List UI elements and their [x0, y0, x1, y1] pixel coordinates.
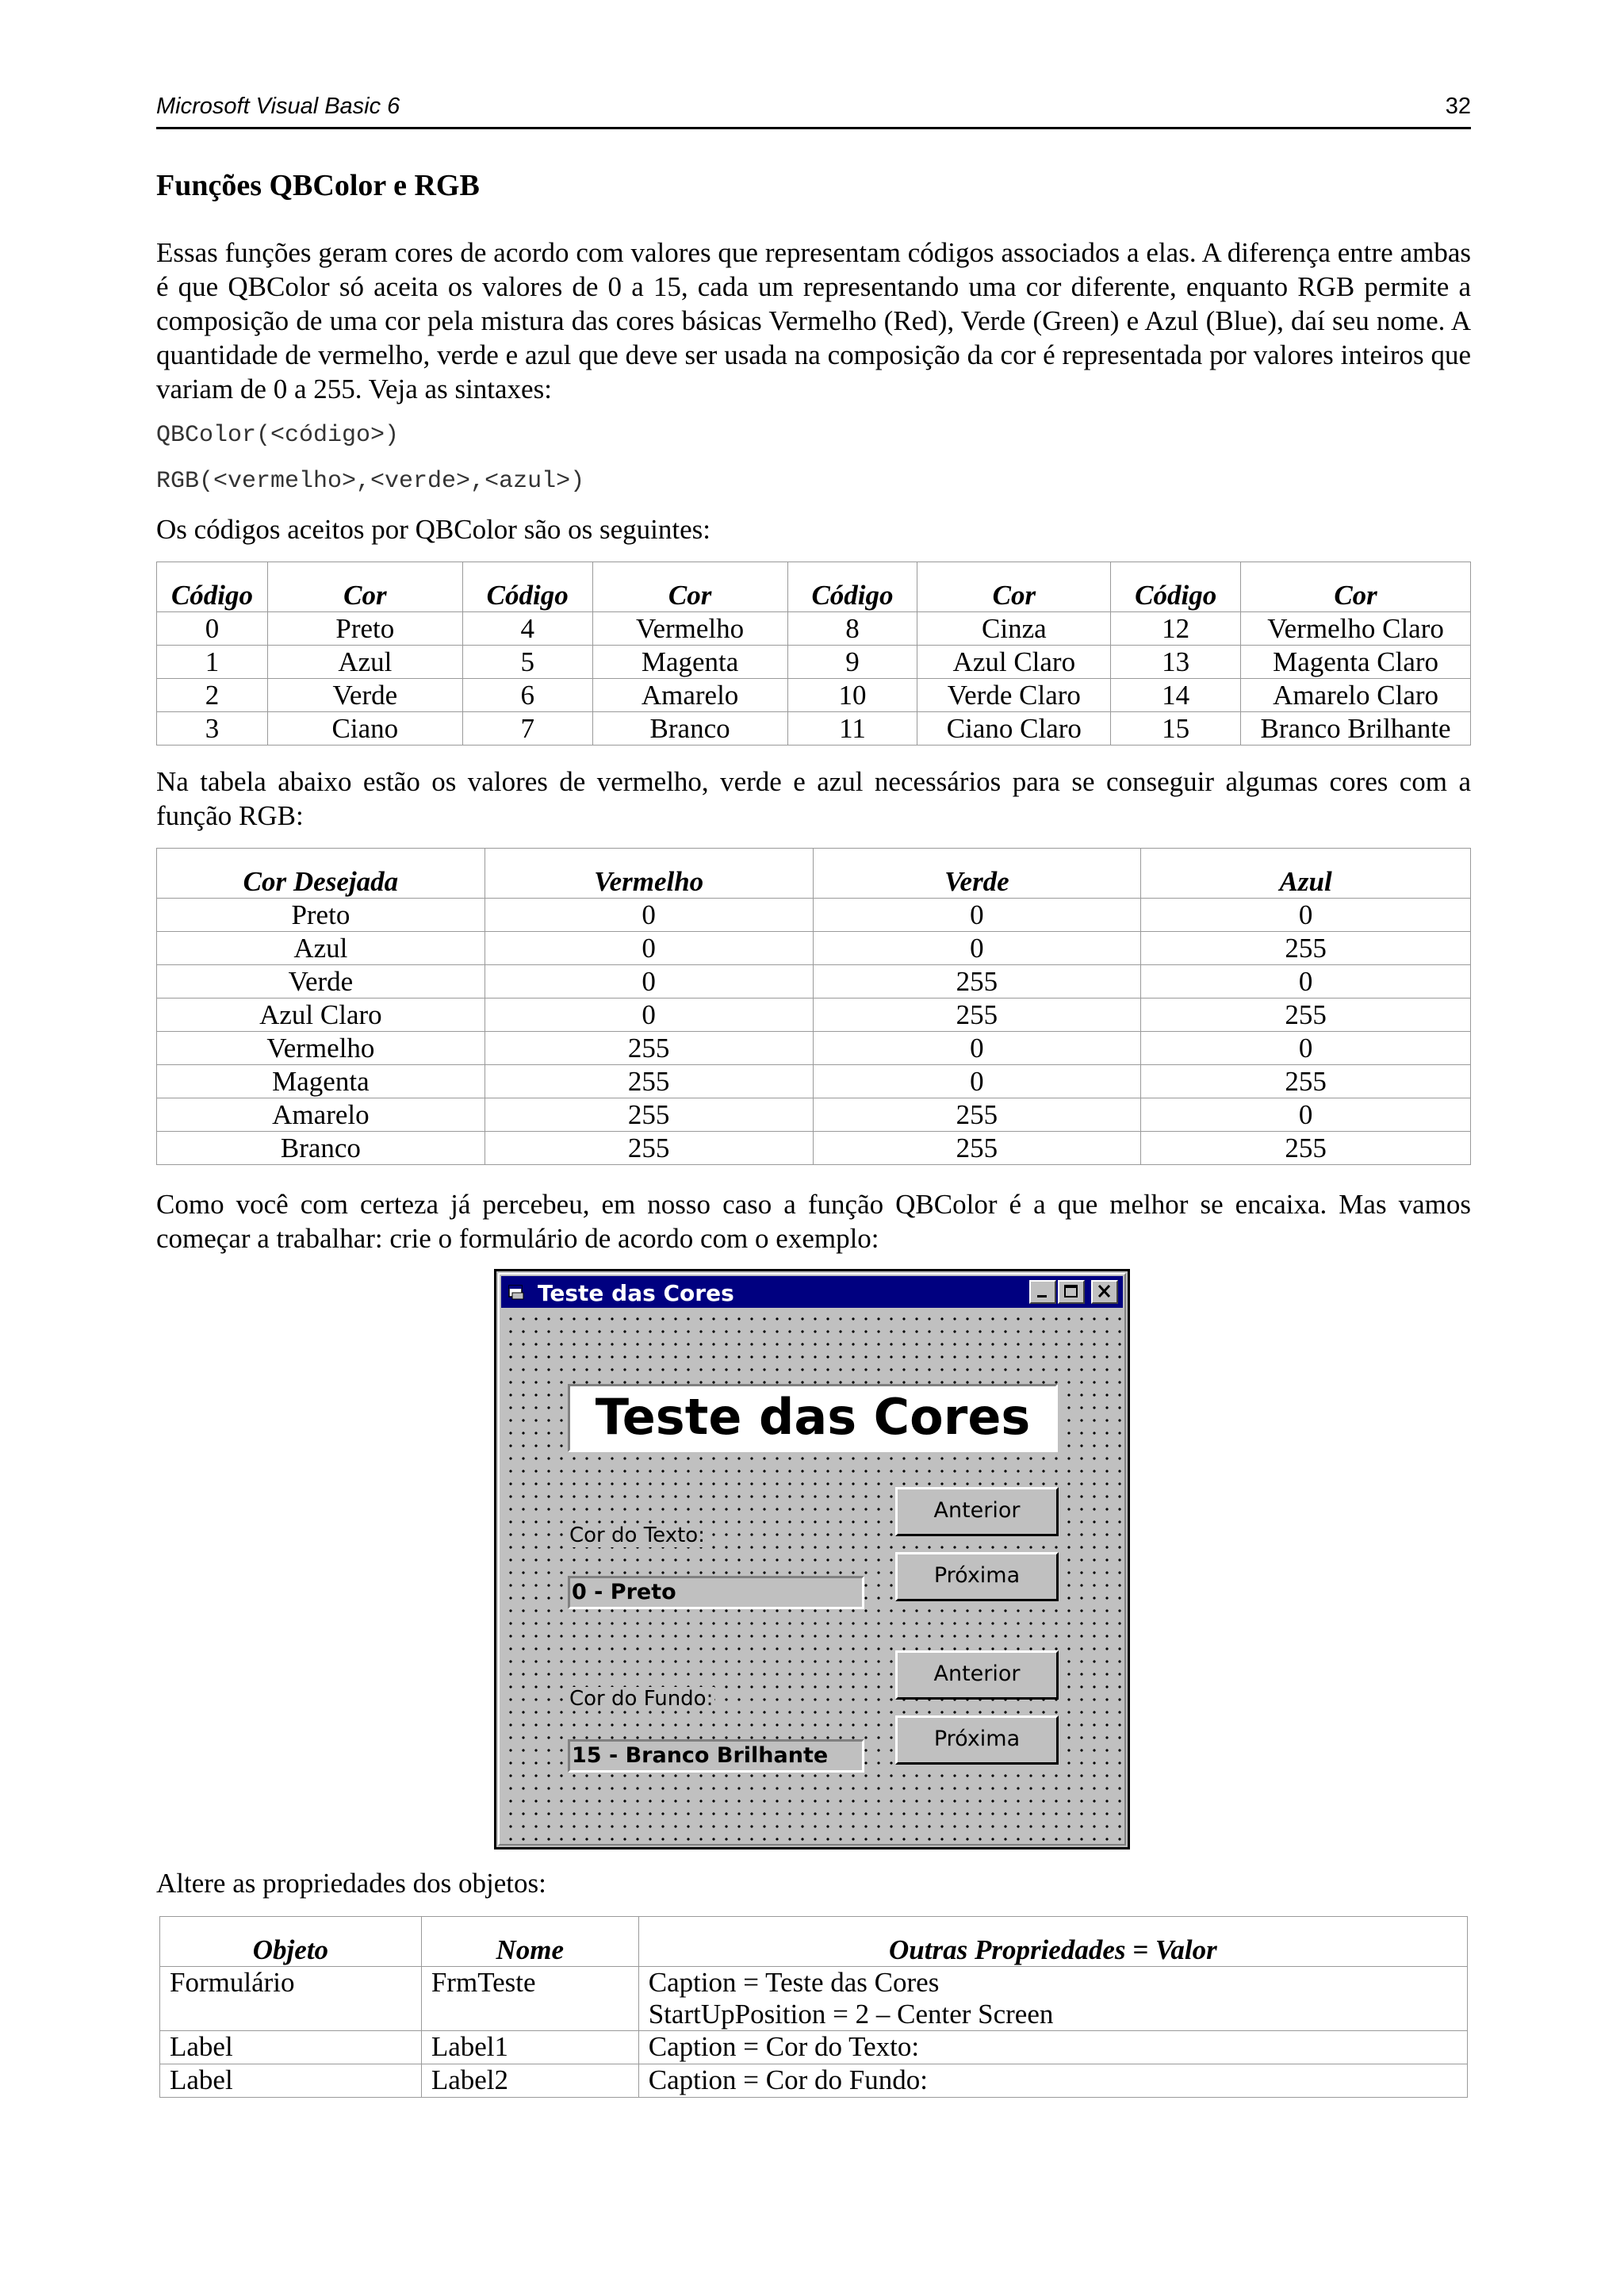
table-cell: Ciano [267, 712, 462, 746]
table-cell: Magenta [592, 646, 787, 679]
table-cell: 0 [1141, 1032, 1471, 1065]
table-cell: Azul Claro [157, 999, 485, 1032]
table-cell: Cinza [917, 612, 1111, 646]
table-cell: 0 [813, 1065, 1141, 1098]
table-cell: 0 [485, 965, 813, 999]
table-cell: 10 [787, 679, 917, 712]
table-cell: Label1 [421, 2031, 638, 2064]
table-row [157, 679, 1471, 712]
table-row [157, 712, 1471, 746]
close-button[interactable] [1091, 1280, 1118, 1304]
rgb-table [156, 848, 1471, 1165]
text-color-display: 0 - Preto [568, 1576, 864, 1609]
page-number: 32 [1445, 94, 1471, 119]
table-cell: 8 [787, 612, 917, 646]
table-cell: Azul [267, 646, 462, 679]
table-cell: Caption = Cor do Fundo: [638, 2064, 1467, 2098]
table-cell: 4 [462, 612, 592, 646]
background-color-display: 15 - Branco Brilhante [568, 1739, 864, 1773]
background-anterior-button[interactable]: Anterior [895, 1650, 1059, 1700]
table-cell: Ciano Claro [917, 712, 1111, 746]
column-header: Cor [267, 562, 462, 612]
maximize-icon [1059, 1282, 1083, 1302]
table-cell: 14 [1111, 679, 1241, 712]
column-header: Cor [592, 562, 787, 612]
column-header: Cor [917, 562, 1111, 612]
table-row [160, 1967, 1468, 2031]
table-cell: Preto [157, 899, 485, 932]
table-cell: 6 [462, 679, 592, 712]
table-cell: Amarelo [592, 679, 787, 712]
column-header: Vermelho [485, 849, 813, 899]
table-cell: 9 [787, 646, 917, 679]
table-cell: 0 [485, 932, 813, 965]
vb-window-title: Teste das Cores [538, 1280, 734, 1306]
caption-label: Teste das Cores [568, 1384, 1058, 1452]
table-cell: 5 [462, 646, 592, 679]
label-cor-do-texto: Cor do Texto: [569, 1524, 705, 1547]
table-header-row [157, 562, 1471, 612]
table-cell: 1 [157, 646, 268, 679]
syntax-rgb: RGB(<vermelho>,<verde>,<azul>) [156, 468, 585, 495]
table-cell: Verde Claro [917, 679, 1111, 712]
table-row [157, 612, 1471, 646]
table-cell: 255 [813, 965, 1141, 999]
column-header: Cor [1241, 562, 1471, 612]
table-cell: FrmTeste [421, 1967, 638, 2031]
table-row [157, 1065, 1471, 1098]
vb-form-window [494, 1269, 1130, 1849]
table-cell: 255 [1141, 1065, 1471, 1098]
properties-table [159, 1916, 1468, 2098]
form-intro: Como você com certeza já percebeu, em nosso caso a função QBColor é a que melhor se encaixa. Mas vamos começar a trabalhar: crie o formulário de acordo com o exemplo: [156, 1189, 1471, 1254]
table-cell: 255 [1141, 1132, 1471, 1165]
table-cell: Caption = Cor do Texto: [638, 2031, 1467, 2064]
maximize-button[interactable] [1058, 1280, 1085, 1304]
table-cell: Preto [267, 612, 462, 646]
text-anterior-button[interactable]: Anterior [895, 1487, 1059, 1536]
section-title: Funções QBColor e RGB [156, 169, 480, 202]
minimize-button[interactable] [1029, 1280, 1056, 1304]
table-cell: 255 [813, 999, 1141, 1032]
table-header-row [157, 849, 1471, 899]
property-line: StartUpPosition = 2 – Center Screen [648, 1999, 1054, 2030]
property-line: Caption = Teste das Cores [648, 1967, 940, 1998]
table-cell: 0 [485, 899, 813, 932]
column-header: Outras Propriedades = Valor [638, 1917, 1467, 1967]
vb-titlebar [501, 1276, 1123, 1308]
table-cell: Vermelho Claro [1241, 612, 1471, 646]
table-cell: 255 [485, 1032, 813, 1065]
close-icon [1093, 1282, 1116, 1302]
table-cell: 0 [1141, 899, 1471, 932]
table-row [157, 999, 1471, 1032]
column-header: Código [1111, 562, 1241, 612]
table-cell: Magenta [157, 1065, 485, 1098]
table-cell: 3 [157, 712, 268, 746]
table-cell: 0 [485, 999, 813, 1032]
table-row [160, 2064, 1468, 2098]
table-cell: Azul Claro [917, 646, 1111, 679]
column-header: Objeto [160, 1917, 422, 1967]
table-row [157, 646, 1471, 679]
table-cell: 0 [157, 612, 268, 646]
table-cell: Verde [157, 965, 485, 999]
table-cell: Branco [592, 712, 787, 746]
table-cell: Vermelho [157, 1032, 485, 1065]
table-row [157, 1132, 1471, 1165]
table-cell: 255 [1141, 932, 1471, 965]
table-cell: Label2 [421, 2064, 638, 2098]
rgb-intro: Na tabela abaixo estão os valores de vermelho, verde e azul necessários para se conseguir algumas cores com a função RGB: [156, 766, 1471, 831]
table-row [157, 932, 1471, 965]
vb-form-grid [501, 1309, 1123, 1842]
table-cell: Label [160, 2031, 422, 2064]
table-cell: Label [160, 2064, 422, 2098]
text-proxima-button[interactable]: Próxima [895, 1552, 1059, 1601]
qbcolor-intro: Os códigos aceitos por QBColor são os seguintes: [156, 514, 710, 545]
table-cell: Branco Brilhante [1241, 712, 1471, 746]
column-header: Código [462, 562, 592, 612]
column-header: Cor Desejada [157, 849, 485, 899]
table-header-row [160, 1917, 1468, 1967]
table-cell: Verde [267, 679, 462, 712]
background-proxima-button[interactable]: Próxima [895, 1715, 1059, 1765]
minimize-icon [1031, 1282, 1055, 1302]
table-cell: Amarelo [157, 1098, 485, 1132]
header-title: Microsoft Visual Basic 6 [156, 94, 400, 119]
table-cell: 0 [1141, 965, 1471, 999]
table-row [157, 1032, 1471, 1065]
syntax-qbcolor: QBColor(<código>) [156, 422, 400, 449]
table-cell: 0 [813, 932, 1141, 965]
table-cell: 255 [1141, 999, 1471, 1032]
label-cor-do-fundo: Cor do Fundo: [569, 1687, 714, 1711]
qbcolor-table [156, 562, 1471, 746]
table-cell: 7 [462, 712, 592, 746]
table-cell: 2 [157, 679, 268, 712]
table-cell: 255 [485, 1065, 813, 1098]
props-intro: Altere as propriedades dos objetos: [156, 1868, 546, 1899]
intro-paragraph: Essas funções geram cores de acordo com valores que representam códigos associados a elas. A diferença entre ambas é que QBColor só aceita os valores de 0 a 15, cada um representando uma cor diferente, enquanto RGB permite a composição de uma cor pela mistura das cores básicas Vermelho (Red), Verde (Green) e Azul (Blue), daí seu nome. A quantidade de vermelho, verde e azul que deve ser usada na composição da cor é representada por valores inteiros que variam de 0 a 255. Veja as sintaxes: [156, 237, 1471, 404]
table-cell: 255 [485, 1098, 813, 1132]
table-cell: Magenta Claro [1241, 646, 1471, 679]
table-row [157, 965, 1471, 999]
table-cell: Branco [157, 1132, 485, 1165]
table-cell: 11 [787, 712, 917, 746]
table-cell: 0 [1141, 1098, 1471, 1132]
column-header: Azul [1141, 849, 1471, 899]
table-cell: Vermelho [592, 612, 787, 646]
table-cell: 255 [813, 1098, 1141, 1132]
table-cell: 15 [1111, 712, 1241, 746]
table-cell: Amarelo Claro [1241, 679, 1471, 712]
table-cell: 255 [485, 1132, 813, 1165]
table-row [160, 2031, 1468, 2064]
table-cell: 12 [1111, 612, 1241, 646]
table-cell: 0 [813, 1032, 1141, 1065]
table-cell: 255 [813, 1132, 1141, 1165]
table-row [157, 899, 1471, 932]
table-row [157, 1098, 1471, 1132]
table-cell: 13 [1111, 646, 1241, 679]
column-header: Nome [421, 1917, 638, 1967]
table-cell: 0 [813, 899, 1141, 932]
table-cell: Azul [157, 932, 485, 965]
table-cell [638, 1967, 1467, 2031]
column-header: Verde [813, 849, 1141, 899]
table-cell: Formulário [160, 1967, 422, 2031]
form-icon [508, 1283, 525, 1301]
page-header [156, 94, 1471, 129]
column-header: Código [787, 562, 917, 612]
column-header: Código [157, 562, 268, 612]
